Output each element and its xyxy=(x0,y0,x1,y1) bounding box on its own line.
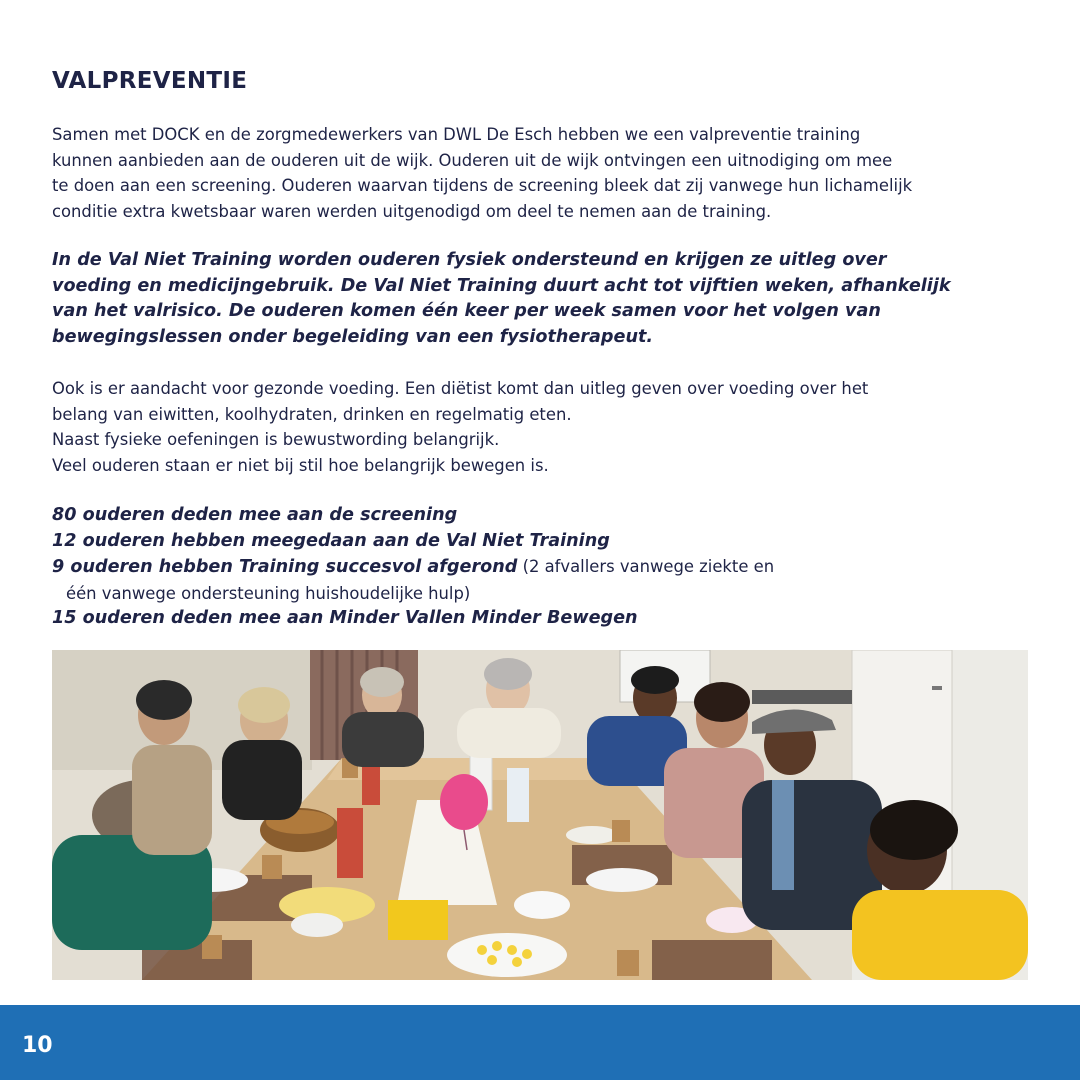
body-line: Naast fysieke oefeningen is bewustwording belangrijk. xyxy=(52,430,500,449)
page-number: 10 xyxy=(22,1033,53,1058)
photo-illustration xyxy=(52,650,1028,980)
highlight-line: In de Val Niet Training worden ouderen fysiek ondersteund en krijgen ze uitleg over xyxy=(52,250,887,270)
intro-line: Samen met DOCK en de zorgmedewerkers van DWL De Esch hebben we een valpreventie training xyxy=(52,125,861,144)
footer-bar xyxy=(0,1005,1080,1080)
stat-completed-bold: 9 ouderen hebben Training succesvol afgerond xyxy=(52,557,518,577)
intro-line: conditie extra kwetsbaar waren werden uitgenodigd om deel te nemen aan de training. xyxy=(52,201,772,221)
group-meal-photo xyxy=(52,650,1028,980)
page-heading: VALPREVENTIE xyxy=(52,68,248,94)
stats-list xyxy=(52,503,1052,632)
highlight-line: van het valrisico. De ouderen komen één keer per week samen voor het volgen van xyxy=(52,301,881,321)
stat-completed-note: (2 afvallers vanwege ziekte en xyxy=(517,557,775,576)
intro-line: kunnen aanbieden aan de ouderen uit de wijk. Ouderen uit de wijk ontvingen een uitnodiging om mee xyxy=(52,150,893,170)
highlight-paragraph xyxy=(52,248,1042,350)
stat-screening: 80 ouderen deden mee aan de screening xyxy=(52,505,458,525)
body-paragraph xyxy=(52,376,1042,478)
highlight-line: voeding en medicijngebruik. De Val Niet Training duurt acht tot vijftien weken, afhankelijk xyxy=(52,275,951,296)
stat-val-niet-training: 12 ouderen hebben meegedaan aan de Val Niet Training xyxy=(52,530,610,551)
body-line: Veel ouderen staan er niet bij stil hoe belangrijk bewegen is. xyxy=(52,455,549,475)
body-line: Ook is er aandacht voor gezonde voeding. Een diëtist komt dan uitleg geven over voeding over het xyxy=(52,379,869,398)
highlight-line: bewegingslessen onder begeleiding van een fysiotherapeut. xyxy=(52,326,654,347)
stat-completed xyxy=(52,554,1052,581)
stat-completed-note-cont: één vanwege ondersteuning huishoudelijke hulp) xyxy=(66,583,471,603)
intro-paragraph xyxy=(52,122,1042,224)
intro-line: te doen aan een screening. Ouderen waarvan tijdens de screening bleek dat zij vanwege hun lichamelijk xyxy=(52,176,913,195)
stat-minder-vallen: 15 ouderen deden mee aan Minder Vallen Minder Bewegen xyxy=(52,608,638,628)
body-line: belang van eiwitten, koolhydraten, drinken en regelmatig eten. xyxy=(52,404,572,424)
